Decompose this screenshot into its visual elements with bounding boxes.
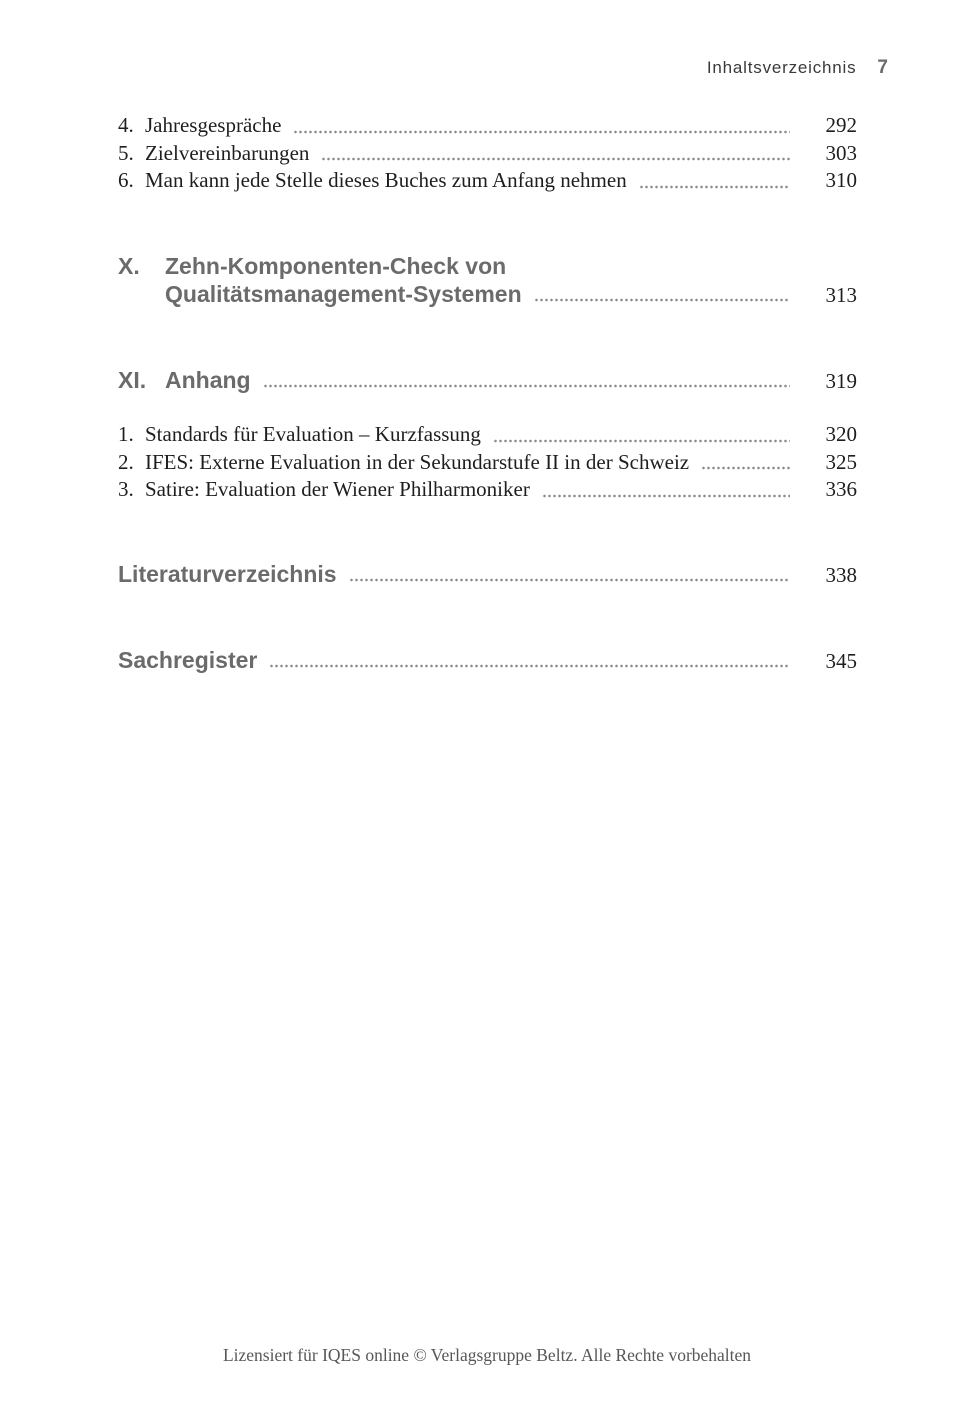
- toc-entry: [118, 167, 857, 195]
- entry-number: 4.: [118, 113, 134, 137]
- license-footer: Lizensiert für IQES online © Verlagsgruppe Beltz. Alle Rechte vorbehalten: [222, 1345, 752, 1365]
- entry-label: Jahresgespräche: [145, 113, 282, 137]
- toc-entry: [118, 140, 857, 168]
- section-heading-x: [118, 252, 857, 309]
- dot-leader: [293, 130, 790, 134]
- dot-leader: [701, 466, 790, 470]
- running-header-title: Inhaltsverzeichnis: [706, 58, 857, 77]
- entry-number: 1.: [118, 422, 134, 446]
- toc-entry: [118, 476, 857, 504]
- toc-entry: [118, 112, 857, 140]
- entry-number: 6.: [118, 168, 134, 192]
- toc-group-appendix-items: [118, 421, 857, 504]
- section-title-line2: Qualitätsmanagement-Systemen: [165, 281, 522, 307]
- toc-entry: [118, 421, 857, 449]
- entry-page-number: 310: [825, 168, 857, 192]
- entry-label: Man kann jede Stelle dieses Buches zum Anfang nehmen: [145, 168, 627, 192]
- toc-entry: [118, 449, 857, 477]
- dot-leader: [493, 439, 790, 443]
- dot-leader: [349, 578, 790, 582]
- section-heading-xi: [118, 366, 857, 395]
- section-title: Literaturverzeichnis: [118, 561, 337, 587]
- entry-number: 2.: [118, 449, 134, 474]
- page-number: 7: [877, 57, 888, 78]
- section-title: Anhang: [165, 367, 251, 393]
- entry-number: 5.: [118, 140, 134, 165]
- section-numeral: XI.: [118, 367, 147, 393]
- entry-page-number: 320: [825, 422, 857, 446]
- entry-label: Zielvereinbarungen: [145, 140, 310, 165]
- entry-page-number: 345: [825, 649, 857, 673]
- entry-label: Satire: Evaluation der Wiener Philharmoniker: [145, 477, 530, 501]
- dot-leader: [542, 494, 790, 498]
- entry-page-number: 338: [825, 563, 857, 587]
- section-title: Sachregister: [118, 647, 258, 673]
- running-header: [118, 56, 888, 80]
- entry-page-number: 313: [825, 283, 857, 307]
- section-numeral: X.: [118, 253, 140, 279]
- dot-leader: [263, 384, 790, 388]
- entry-number: 3.: [118, 477, 134, 501]
- entry-page-number: 325: [825, 449, 857, 474]
- section-title-line1: Zehn-Komponenten-Check von: [165, 253, 507, 279]
- entry-page-number: 336: [825, 477, 857, 501]
- dot-leader: [269, 664, 790, 668]
- section-heading-literature: [118, 560, 857, 589]
- dot-leader: [534, 298, 790, 302]
- section-heading-subject-index: [118, 646, 857, 675]
- entry-page-number: 292: [825, 113, 857, 137]
- entry-label: Standards für Evaluation – Kurzfassung: [145, 422, 481, 446]
- entry-page-number: 319: [825, 369, 857, 393]
- dot-leader: [321, 157, 790, 161]
- entry-page-number: 303: [825, 140, 857, 165]
- dot-leader: [639, 185, 790, 189]
- entry-label: IFES: Externe Evaluation in der Sekundarstufe II in der Schweiz: [145, 449, 690, 474]
- toc-group-chapter-items: [118, 112, 857, 195]
